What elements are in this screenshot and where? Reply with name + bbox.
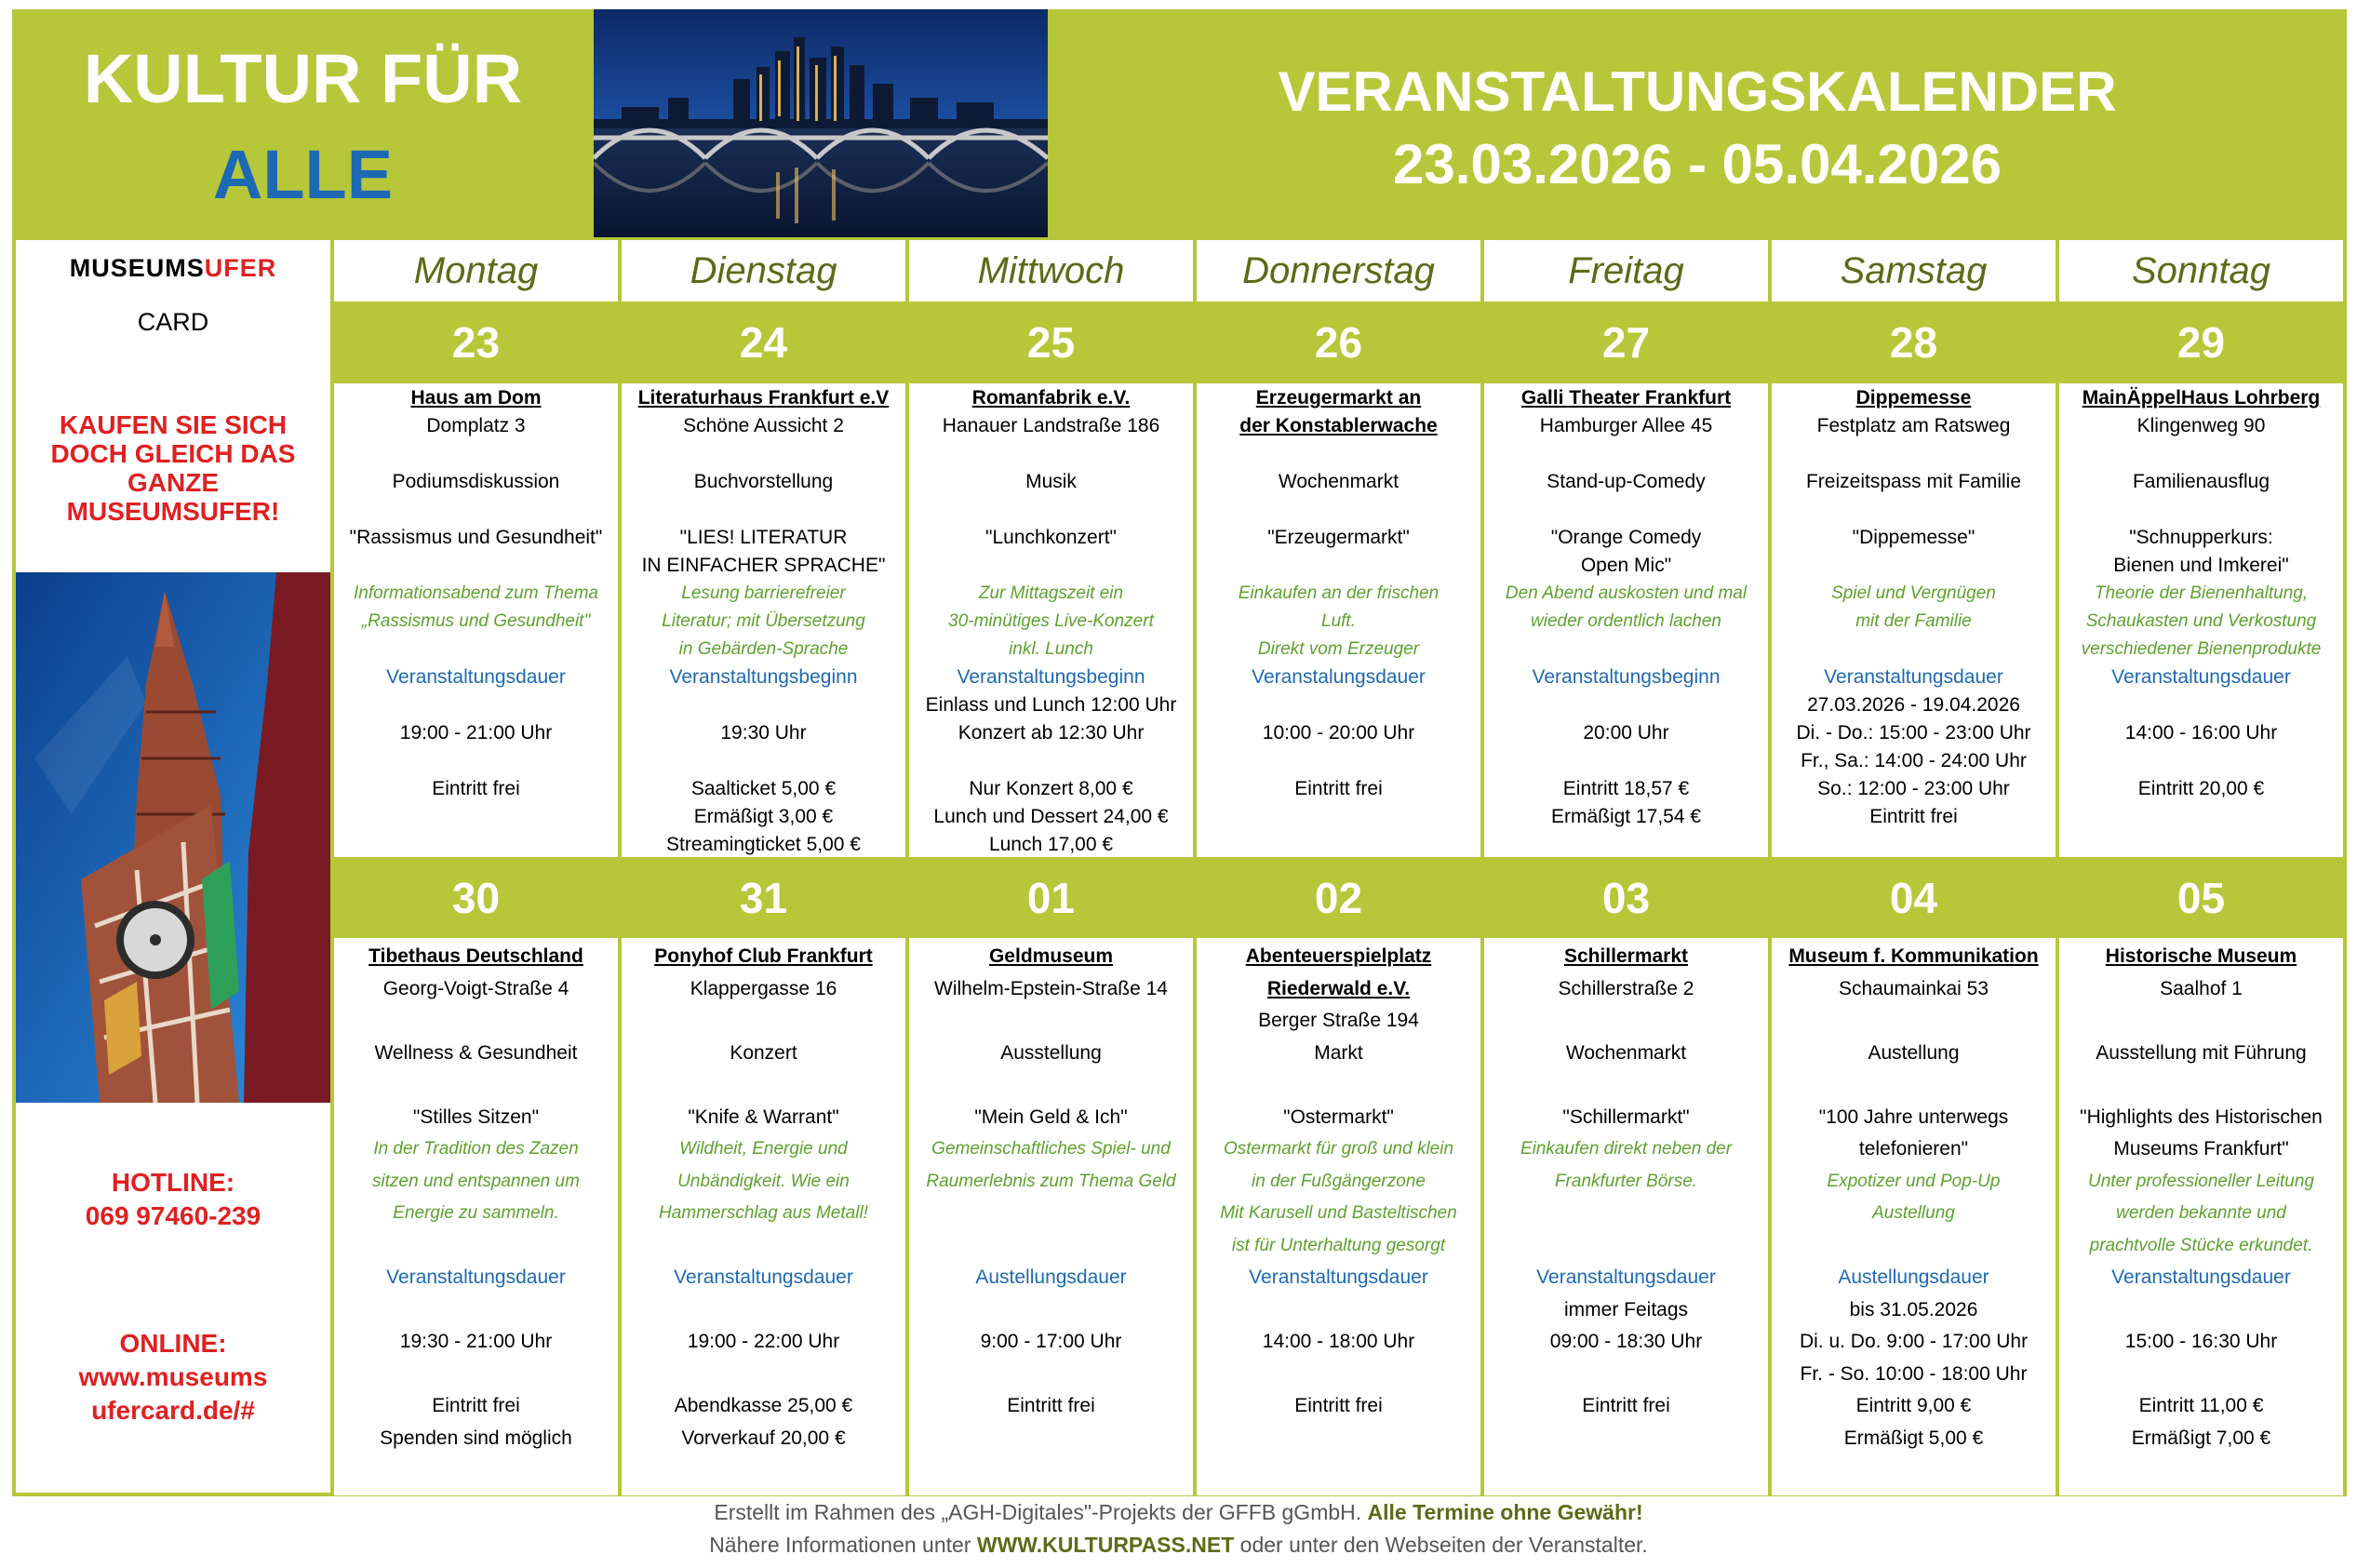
buy-line: KAUFEN SIE SICH [59, 410, 288, 439]
event-line [334, 552, 618, 580]
weekday-header: Mittwoch [909, 240, 1193, 302]
event-line: "Schnupperkurs: [2129, 527, 2273, 548]
event-line: Nur Konzert 8,00 € [969, 778, 1133, 799]
event-line [1772, 1230, 2056, 1263]
event-line [334, 1294, 618, 1327]
event-line [334, 691, 618, 719]
event-description: Direkt vom Erzeuger [1257, 639, 1420, 659]
event-venue: Geldmuseum [988, 945, 1114, 967]
event-description: Wildheit, Energie und [679, 1139, 848, 1159]
event-description: ist für Unterhaltung gesorgt [1231, 1235, 1446, 1255]
event-time-label: Veranstalungsdauer [1252, 666, 1426, 688]
event-line: Berger Straße 194 [1258, 1010, 1419, 1031]
buy-line: MUSEUMSUFER! [66, 497, 280, 526]
event-line: Eintritt 18,57 € [1562, 778, 1690, 799]
event-line: 09:00 - 18:30 Uhr [1549, 1331, 1703, 1352]
event-description: Unbändigkeit. Wie ein [677, 1171, 850, 1191]
event-cell [1772, 938, 2056, 1495]
event-line: Schöne Aussicht 2 [683, 415, 844, 436]
title-box [12, 9, 594, 237]
event-line: Domplatz 3 [426, 415, 526, 436]
event-description: 30-minütiges Live-Konzert [948, 611, 1154, 631]
event-description: Mit Karusell und Basteltischen [1220, 1203, 1457, 1223]
event-description: verschiedener Bienenprodukte [2081, 639, 2322, 659]
event-line: Wellness & Gesundheit [374, 1041, 578, 1064]
event-line: Familienausflug [2132, 471, 2270, 492]
event-description: werden bekannte und [2116, 1203, 2286, 1223]
event-line: Ausstellung [1000, 1041, 1102, 1064]
buy-promo [16, 410, 330, 526]
event-cell [909, 938, 1193, 1495]
footer-disclaimer: Alle Termine ohne Gewähr! [1367, 1500, 1643, 1524]
event-line: Fr. - So. 10:00 - 18:00 Uhr [1800, 1362, 2028, 1385]
event-time-label: Veranstaltungsdauer [386, 666, 566, 688]
event-description: Lesung barrierefreier [681, 583, 846, 603]
event-description: Einkaufen an der frischen [1238, 583, 1440, 603]
event-line [909, 1069, 1193, 1102]
event-line [2059, 440, 2343, 468]
event-line: Wilhelm-Epstein-Straße 14 [934, 977, 1168, 999]
event-venue: Museum f. Kommunikation [1788, 945, 2039, 967]
event-venue: Literaturhaus Frankfurt e.V [637, 387, 890, 409]
event-venue: Schillermarkt [1563, 945, 1689, 967]
event-line [622, 1069, 905, 1102]
event-time-label: Veranstaltungsdauer [2111, 666, 2291, 688]
event-line: 14:00 - 16:00 Uhr [2124, 722, 2278, 744]
event-line [622, 1230, 905, 1263]
event-line: Spenden sind möglich [380, 1427, 572, 1449]
event-line [2059, 496, 2343, 524]
event-line: Ermäßigt 5,00 € [1843, 1427, 1984, 1449]
event-description: Zur Mittagszeit ein [978, 583, 1124, 603]
event-line [1197, 1069, 1480, 1102]
event-line: 14:00 - 18:00 Uhr [1262, 1331, 1415, 1352]
event-cell [2059, 383, 2343, 857]
event-line [622, 1294, 905, 1327]
event-line: Austellung [1868, 1041, 1960, 1064]
date-number: 26 [1314, 318, 1363, 367]
event-line: 15:00 - 16:30 Uhr [2124, 1331, 2278, 1352]
footer-line-2 [0, 1533, 2357, 1558]
event-line [2059, 1359, 2343, 1391]
date-number: 23 [451, 318, 501, 367]
event-line [1197, 691, 1480, 719]
event-line [1197, 1294, 1480, 1327]
date-number: 29 [2176, 318, 2226, 367]
event-time-label: Veranstaltungsdauer [386, 1266, 566, 1288]
event-line [1484, 747, 1768, 775]
event-line: Eintritt 20,00 € [2137, 778, 2265, 799]
event-time-label: Veranstaltungsbeginn [669, 666, 858, 688]
event-line: Di. - Do.: 15:00 - 23:00 Uhr [1796, 722, 2031, 744]
event-line [622, 1359, 905, 1391]
event-line: Vorverkauf 20,00 € [681, 1427, 846, 1449]
event-line: 9:00 - 17:00 Uhr [980, 1331, 1122, 1352]
event-cell [1772, 383, 2056, 857]
event-line: Musik [1025, 471, 1077, 492]
event-line: 19:00 - 21:00 Uhr [399, 722, 553, 744]
event-line [622, 496, 905, 524]
event-description: Unter professioneller Leitung [2088, 1171, 2314, 1191]
footer-line-1 [0, 1500, 2357, 1525]
sidebar [16, 240, 330, 1493]
event-venue: Romanfabrik e.V. [971, 387, 1131, 409]
event-cell [622, 383, 905, 857]
event-line: Klingenweg 90 [2136, 415, 2266, 436]
event-cell [334, 383, 618, 857]
weekday-header: Samstag [1772, 240, 2056, 302]
event-line [2059, 1294, 2343, 1327]
event-line [1197, 552, 1480, 580]
event-line: Stand-up-Comedy [1547, 471, 1706, 492]
event-line: Eintritt frei [1869, 806, 1958, 827]
event-description: Expotizer und Pop-Up [1827, 1171, 2001, 1191]
event-line [909, 1005, 1193, 1038]
event-description: Raumerlebnis zum Thema Geld [926, 1171, 1176, 1191]
event-line: Eintritt frei [1007, 1395, 1095, 1416]
event-line: "Highlights des Historischen [2080, 1106, 2323, 1128]
event-line: Streamingticket 5,00 € [666, 834, 861, 855]
event-description: Literatur; mit Übersetzung [662, 611, 865, 631]
date-number: 04 [1889, 874, 1938, 922]
event-line: Ausstellung mit Führung [2096, 1041, 2307, 1064]
event-line: Saalticket 5,00 € [690, 778, 837, 799]
event-line [1484, 1005, 1768, 1038]
event-line [1772, 1069, 2056, 1102]
event-description: prachtvolle Stücke erkundet. [2089, 1235, 2313, 1255]
event-line: Schaumainkai 53 [1838, 977, 1989, 999]
event-line: Freizeitspass mit Familie [1805, 471, 2022, 492]
cathedral-photo [16, 572, 330, 1103]
event-cell [1197, 938, 1480, 1495]
event-line [1772, 496, 2056, 524]
buy-line: GANZE [127, 468, 219, 497]
event-line: Eintritt frei [432, 1395, 520, 1416]
footer-text: Erstellt im Rahmen des „AGH-Digitales"-Projekts der GFFB gGmbH. [714, 1500, 1368, 1524]
calendar-heading: VERANSTALTUNGSKALENDER [1278, 60, 2117, 123]
event-line [1484, 1359, 1768, 1391]
event-line: Lunch 17,00 € [988, 834, 1114, 855]
event-line: "Schillermarkt" [1562, 1106, 1690, 1128]
event-line: 19:30 Uhr [720, 722, 807, 744]
event-venue: Dippemesse [1855, 387, 1972, 409]
event-line [334, 440, 618, 468]
event-description: Informationsabend zum Thema [354, 583, 598, 603]
event-venue: Riederwald e.V. [1266, 977, 1411, 999]
event-venue: Tibethaus Deutschland [368, 945, 583, 967]
event-time-label: Veranstaltungsdauer [2111, 1266, 2291, 1288]
event-line [1484, 1198, 1768, 1230]
footer [0, 1500, 2357, 1558]
event-line: Eintritt frei [1294, 1395, 1383, 1416]
weekday-header: Montag [334, 240, 618, 302]
event-line: "100 Jahre unterwegs [1818, 1106, 2009, 1128]
event-description: Energie zu sammeln. [393, 1203, 559, 1223]
event-time-label: Austellungsdauer [1838, 1266, 1989, 1288]
event-line: Eintritt frei [1294, 778, 1383, 799]
date-number: 02 [1314, 874, 1363, 922]
event-line [909, 552, 1193, 580]
date-number: 01 [1026, 874, 1076, 922]
title-line-1: KULTUR FÜR [83, 40, 523, 117]
buy-line: DOCH GLEICH DAS [50, 439, 296, 468]
event-line: Eintritt 11,00 € [2138, 1395, 2264, 1416]
event-line: "Orange Comedy [1550, 527, 1702, 548]
event-line: Ermäßigt 7,00 € [2131, 1427, 2271, 1449]
date-number: 24 [739, 318, 788, 367]
event-line: Klappergasse 16 [690, 977, 837, 999]
event-description: Hammerschlag aus Metall! [659, 1203, 868, 1223]
event-line [1197, 747, 1480, 775]
event-line [1772, 636, 2056, 663]
online-link-part2[interactable]: ufercard.de/# [91, 1396, 255, 1425]
event-time-label: Veranstaltungsbeginn [1532, 666, 1721, 688]
logo-black-text: MUSEUMS [69, 254, 205, 282]
event-line: 19:00 - 22:00 Uhr [687, 1331, 840, 1352]
event-cell [622, 938, 905, 1495]
event-time-label: Austellungsdauer [975, 1266, 1127, 1288]
footer-text: oder unter den Webseiten der Veranstalter. [1234, 1533, 1648, 1557]
event-line [1484, 440, 1768, 468]
event-time-label: Veranstaltungsdauer [1249, 1266, 1428, 1288]
event-line: Bienen und Imkerei" [2113, 555, 2289, 576]
calendar-date-range: 23.03.2026 - 05.04.2026 [1393, 133, 2002, 195]
event-line: Konzert [730, 1041, 797, 1064]
event-time-label: Veranstaltungsbeginn [957, 666, 1145, 688]
event-description: In der Tradition des Zazen [373, 1139, 579, 1159]
event-line: Eintritt frei [1582, 1395, 1670, 1416]
hotline-label: HOTLINE: [111, 1168, 235, 1197]
event-line: IN EINFACHER SPRACHE" [641, 555, 886, 576]
event-line: Eintritt frei [432, 778, 520, 799]
event-line [334, 496, 618, 524]
event-description: Einkaufen direkt neben der [1520, 1139, 1733, 1159]
event-line: Podiumsdiskussion [392, 471, 560, 492]
event-description: Frankfurter Börse. [1554, 1171, 1698, 1191]
event-line: Abendkasse 25,00 € [674, 1395, 853, 1416]
event-cell [1484, 383, 1768, 857]
event-line: telefonieren" [1858, 1138, 1969, 1159]
event-line: "Dippemesse" [1852, 527, 1975, 548]
logo-card-text: CARD [137, 308, 209, 336]
event-line [1484, 691, 1768, 719]
event-line [1197, 440, 1480, 468]
weekday-header: Donnerstag [1197, 240, 1480, 302]
event-description: Luft. [1321, 611, 1356, 631]
event-time-label: Veranstaltungsdauer [1536, 1266, 1716, 1288]
event-line [334, 1359, 618, 1391]
event-venue: Haus am Dom [410, 387, 542, 409]
event-cell [1484, 938, 1768, 1495]
event-line: 27.03.2026 - 19.04.2026 [1807, 694, 2020, 716]
hotline [16, 1166, 330, 1233]
event-line: "Lunchkonzert" [985, 527, 1117, 548]
event-description: Austellung [1872, 1203, 1955, 1223]
event-line: 20:00 Uhr [1583, 722, 1669, 744]
date-number: 05 [2176, 874, 2226, 922]
title-line-2: ALLE [212, 136, 394, 213]
event-line: "Mein Geld & Ich" [974, 1106, 1128, 1128]
date-number: 03 [1601, 874, 1651, 922]
event-description: „Rassismus und Gesundheit" [361, 611, 591, 631]
event-line [1197, 496, 1480, 524]
event-line: Lunch und Dessert 24,00 € [933, 806, 1169, 827]
event-line [909, 1294, 1193, 1327]
weekday-header: Freitag [1484, 240, 1768, 302]
event-cell [1197, 383, 1480, 857]
event-description: Den Abend auskosten und mal [1505, 583, 1748, 603]
event-line: Georg-Voigt-Straße 4 [382, 977, 569, 999]
event-description: Schaukasten und Verkostung [2085, 611, 2317, 631]
event-line [2059, 1005, 2343, 1038]
event-line [622, 747, 905, 775]
event-venue: Abenteuerspielplatz [1245, 945, 1432, 967]
event-line: "Knife & Warrant" [688, 1106, 839, 1128]
event-line [2059, 691, 2343, 719]
event-line [622, 691, 905, 719]
event-description: Ostermarkt für groß und klein [1223, 1139, 1454, 1159]
event-cell [334, 938, 618, 1495]
event-description: Theorie der Bienenhaltung, [2094, 583, 2309, 603]
event-line [909, 1230, 1193, 1263]
calendar-title [1048, 56, 2347, 201]
event-venue: Ponyhof Club Frankfurt [654, 945, 873, 967]
hotline-number[interactable]: 069 97460-239 [85, 1201, 261, 1230]
event-description: in Gebärden-Sprache [678, 639, 849, 659]
event-line [1484, 1230, 1768, 1263]
event-line: Wochenmarkt [1278, 471, 1399, 492]
event-line [2059, 747, 2343, 775]
event-line [909, 747, 1193, 775]
event-time-label: Veranstaltungsdauer [674, 1266, 853, 1288]
event-line: Konzert ab 12:30 Uhr [958, 722, 1145, 744]
weekday-header: Dienstag [622, 240, 905, 302]
online-label: ONLINE: [119, 1329, 227, 1358]
event-line: Wochenmarkt [1565, 1041, 1687, 1064]
event-line: Ermäßigt 3,00 € [693, 806, 834, 827]
event-line: 10:00 - 20:00 Uhr [1262, 722, 1415, 744]
event-line: Schillerstraße 2 [1558, 977, 1694, 999]
event-line: Saalhof 1 [2160, 977, 2243, 999]
event-venue: der Konstablerwache [1239, 415, 1438, 436]
logo-red-text: UFER [204, 254, 277, 282]
footer-link[interactable]: WWW.KULTURPASS.NET [976, 1533, 1235, 1557]
weekday-header: Sonntag [2059, 240, 2343, 302]
event-time-label: Veranstaltungsdauer [1824, 666, 2003, 688]
event-line [334, 1069, 618, 1102]
date-number: 25 [1026, 318, 1076, 367]
event-line: Fr., Sa.: 14:00 - 24:00 Uhr [1801, 750, 2027, 771]
event-line: "Stilles Sitzen" [412, 1106, 540, 1128]
date-number: 28 [1889, 318, 1938, 367]
event-line: "Ostermarkt" [1283, 1106, 1394, 1128]
event-line: bis 31.05.2026 [1849, 1298, 1978, 1320]
frankfurt-skyline-photo [594, 9, 1048, 237]
event-line: "Rassismus und Gesundheit" [349, 527, 603, 548]
event-description: in der Fußgängerzone [1252, 1171, 1426, 1191]
event-cell [909, 383, 1193, 857]
event-line [334, 747, 618, 775]
event-line: 19:30 - 21:00 Uhr [399, 1331, 553, 1352]
event-line [909, 496, 1193, 524]
event-line: Festplatz am Ratsweg [1816, 415, 2011, 436]
event-line [334, 1005, 618, 1038]
event-line: Markt [1314, 1041, 1363, 1064]
event-line: Buchvorstellung [693, 471, 834, 492]
event-line [1772, 552, 2056, 580]
event-line [1484, 1069, 1768, 1102]
event-line [334, 1230, 618, 1263]
date-number: 30 [451, 874, 501, 922]
event-line: So.: 12:00 - 23:00 Uhr [1817, 778, 2010, 799]
event-description: wieder ordentlich lachen [1531, 611, 1721, 631]
event-line: immer Feitags [1563, 1298, 1689, 1320]
event-line [622, 440, 905, 468]
event-description: Gemeinschaftliches Spiel- und [931, 1139, 1171, 1159]
event-line: "LIES! LITERATUR [679, 527, 848, 548]
event-line: Open Mic" [1580, 555, 1672, 576]
event-description: sitzen und entspannen um [372, 1171, 580, 1191]
event-venue: MainÄppelHaus Lohrberg [2082, 387, 2321, 409]
event-line: Hanauer Landstraße 186 [942, 415, 1160, 436]
event-line [1772, 1005, 2056, 1038]
event-line [334, 636, 618, 663]
event-line [2059, 1069, 2343, 1102]
event-venue: Galli Theater Frankfurt [1520, 387, 1732, 409]
event-description: Spiel und Vergnügen [1831, 583, 1996, 603]
online-link-part1[interactable]: www.museums [78, 1362, 268, 1391]
event-line [909, 1198, 1193, 1230]
event-line [1484, 636, 1768, 663]
event-line [622, 1005, 905, 1038]
event-line: Di. u. Do. 9:00 - 17:00 Uhr [1799, 1331, 2029, 1352]
event-line: "Erzeugermarkt" [1267, 527, 1410, 548]
event-line [1484, 496, 1768, 524]
event-line: Eintritt 9,00 € [1855, 1395, 1972, 1416]
online [16, 1327, 330, 1427]
event-line: Ermäßigt 17,54 € [1550, 806, 1702, 827]
event-line [909, 440, 1193, 468]
museumsufer-logo [16, 254, 330, 283]
event-cell [2059, 938, 2343, 1495]
event-description: inkl. Lunch [1009, 639, 1093, 659]
event-venue: Historische Museum [2105, 945, 2297, 967]
event-line: Hamburger Allee 45 [1539, 415, 1713, 436]
event-venue: Erzeugermarkt an [1255, 387, 1422, 409]
date-number: 27 [1601, 318, 1651, 367]
event-line [1197, 1359, 1480, 1391]
date-number: 31 [739, 874, 788, 922]
footer-text: Nähere Informationen unter [709, 1533, 977, 1557]
event-description: mit der Familie [1855, 611, 1972, 631]
event-line [909, 1359, 1193, 1391]
event-line: Museums Frankfurt" [2113, 1138, 2289, 1159]
event-line [1772, 440, 2056, 468]
event-line: Einlass und Lunch 12:00 Uhr [925, 694, 1177, 716]
